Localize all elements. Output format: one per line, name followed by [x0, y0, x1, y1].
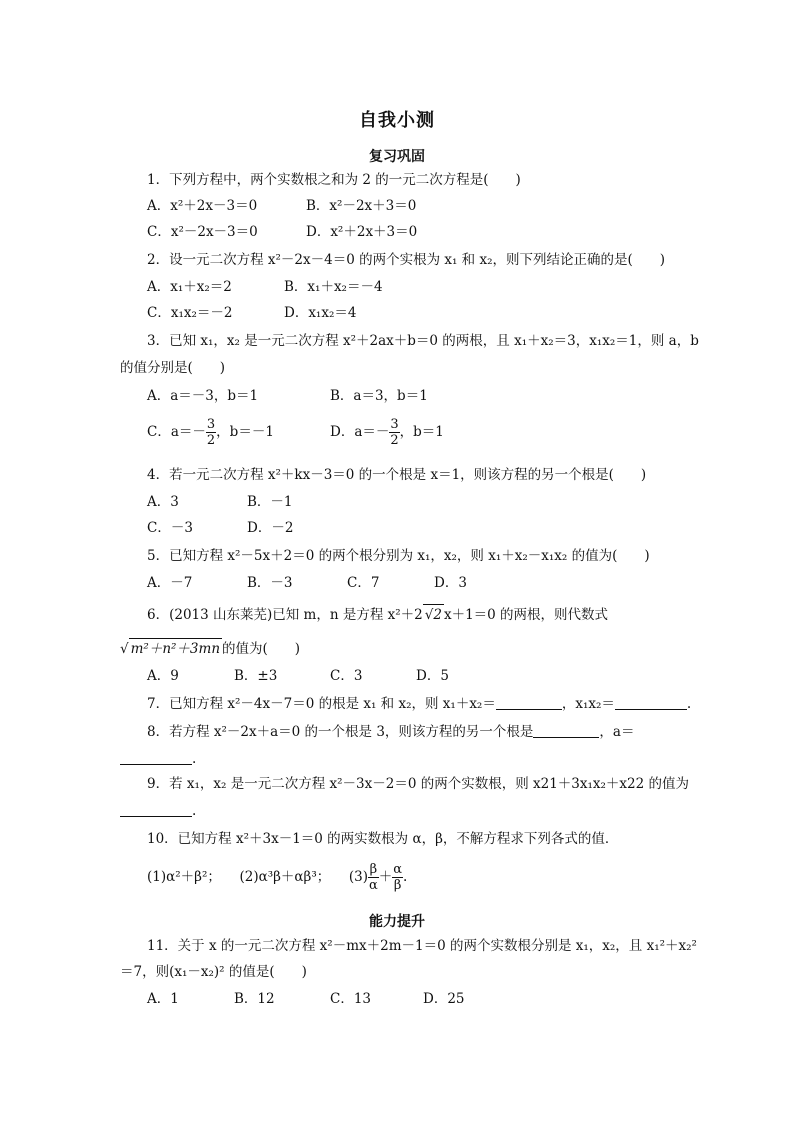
q3-c-fraction: $\frac{3}{2}$	[206, 417, 216, 448]
q8-stem: 8．若方程 x²－2x＋a＝0 的一个根是 3，则该方程的另一个根是 ，a＝	[147, 724, 635, 740]
q9-stem-continued: .	[120, 801, 196, 821]
q4-option-a: A．3	[147, 494, 179, 510]
q2-option-b: B．x₁＋x₂＝－4	[284, 279, 383, 295]
q6-option-b: B．±3	[234, 668, 278, 684]
q5-option-a: A．－7	[147, 575, 193, 591]
q6-sqrt: √2	[423, 604, 444, 625]
q10-part-3: (3) $\frac{\beta}{\alpha}$ ＋ $\frac{\alpha}{\beta}$ .	[348, 862, 408, 893]
q6-stem-continued: √ m²＋n²＋3mn 的值为( )	[120, 638, 300, 659]
q3-stem-continued: 的值分别是( )	[120, 360, 226, 376]
q2-option-c: C．x₁x₂＝－2	[147, 305, 233, 321]
q4-option-c: C．－3	[147, 520, 193, 536]
q9-stem: 9．若 x₁，x₂ 是一元二次方程 x²－3x－2＝0 的两个实数根，则 x21＋3x₁x₂＋x22 的值为	[147, 776, 690, 792]
page-title: 自我小测	[359, 110, 435, 131]
q5-option-b: B．－3	[247, 575, 293, 591]
q3-d-fraction: $\frac{3}{2}$	[390, 417, 399, 448]
q1-stem: 1．下列方程中，两个实数根之和为 2 的一元二次方程是( )	[147, 172, 521, 188]
q4-option-d: D．－2	[247, 520, 294, 536]
q11-option-a: A．1	[147, 991, 179, 1007]
q1-option-c: C．x²－2x－3＝0	[147, 224, 258, 240]
q7-stem: 7．已知方程 x²－4x－7＝0 的根是 x₁ 和 x₂，则 x₁＋x₂＝ ，x₁x₂＝ .	[147, 696, 692, 712]
q8-blank-a[interactable]	[120, 750, 192, 765]
q4-option-b: B．－1	[247, 494, 293, 510]
section-review-heading: 复习巩固	[369, 149, 425, 165]
q3-option-a: A．a＝－3，b＝1	[147, 388, 259, 404]
q11-option-d: D．25	[423, 991, 465, 1007]
q6-option-c: C．3	[330, 668, 363, 684]
q11-stem: 11．关于 x 的一元二次方程 x²－mx＋2m－1＝0 的两个实数根分别是 x₁，x₂，且 x₁²＋x₂²	[147, 938, 697, 954]
q7-blank-sum[interactable]	[496, 695, 562, 710]
q1-option-b: B．x²－2x＋3＝0	[306, 198, 417, 214]
q2-stem: 2．设一元二次方程 x²－2x－4＝0 的两个实根为 x₁ 和 x₂，则下列结论正确的是( )	[147, 252, 666, 268]
section-improve-heading: 能力提升	[369, 914, 425, 930]
q6-expression: m²＋n²＋3mn	[129, 638, 222, 659]
q6-option-d: D．5	[416, 668, 449, 684]
q4-stem: 4．若一元二次方程 x²＋kx－3＝0 的一个根是 x＝1，则该方程的另一个根是( )	[147, 467, 647, 483]
q11-option-c: C．13	[330, 991, 372, 1007]
q8-stem-continued: .	[120, 749, 196, 769]
q11-stem-continued: ＝7，则(x₁－x₂)² 的值是( )	[120, 964, 307, 980]
q6-option-a: A．9	[147, 668, 179, 684]
q3-option-c: C．a＝－ $\frac{3}{2}$ ，b＝－1	[147, 417, 274, 448]
q8-blank-root[interactable]	[533, 723, 599, 738]
q1-option-a: A．x²＋2x－3＝0	[147, 198, 258, 214]
q11-option-b: B．12	[234, 991, 275, 1007]
q10-stem: 10．已知方程 x²＋3x－1＝0 的两实数根为 α，β，不解方程求下列各式的值．	[147, 831, 619, 847]
q5-stem: 5．已知方程 x²－5x＋2＝0 的两个根分别为 x₁，x₂，则 x₁＋x₂－x₁x₂ 的值为( )	[147, 548, 650, 564]
q1-option-d: D．x²＋2x＋3＝0	[306, 224, 418, 240]
q2-option-a: A．x₁＋x₂＝2	[147, 279, 232, 295]
q6-stem: 6．(2013 山东莱芜)已知 m，n 是方程 x²＋2 √2 x＋1＝0 的两根，则代数式	[147, 604, 608, 625]
q5-option-c: C．7	[347, 575, 380, 591]
q3-option-d: D．a＝－ $\frac{3}{2}$ ，b＝1	[330, 417, 444, 448]
q5-option-d: D．3	[434, 575, 467, 591]
q3-stem: 3．已知 x₁，x₂ 是一元二次方程 x²＋2ax＋b＝0 的两根，且 x₁＋x₂＝3，x₁x₂＝1，则 a，b	[147, 333, 699, 349]
q10-part-1: (1)α²＋β²；	[147, 869, 221, 885]
q10-part-2: (2)α³β＋αβ³；	[239, 869, 331, 885]
q3-option-b: B．a＝3，b＝1	[330, 388, 428, 404]
q2-option-d: D．x₁x₂＝4	[284, 305, 357, 321]
q7-blank-product[interactable]	[615, 695, 687, 710]
q10-parts	[147, 857, 407, 897]
q9-blank[interactable]	[120, 802, 192, 817]
sqrt-sign: √	[120, 641, 129, 657]
